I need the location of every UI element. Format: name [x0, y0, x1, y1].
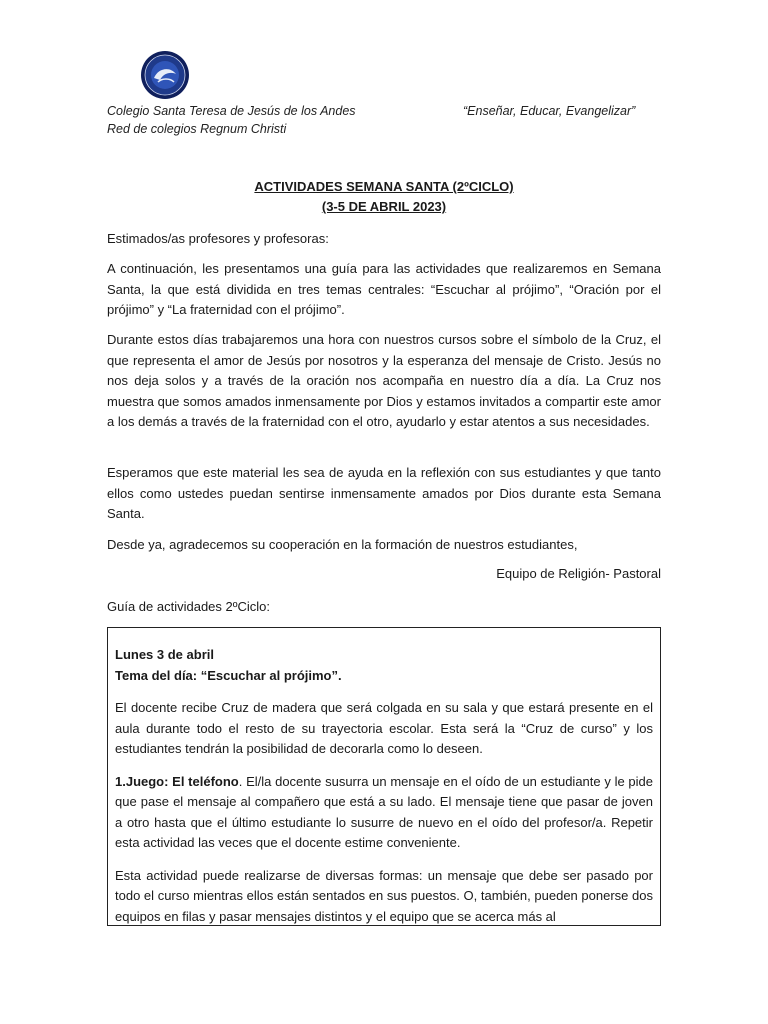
paragraph-hope: Esperamos que este material les sea de ayuda en la reflexión con sus estudiantes y que tanto ellos como ustedes puedan sentirse inmensamente amados por Dios durante esta Semana Santa. — [107, 465, 661, 521]
school-name: Colegio Santa Teresa de Jesús de los Andes — [107, 104, 356, 118]
signature: Equipo de Religión- Pastoral — [496, 566, 661, 581]
activity-intro: El docente recibe Cruz de madera que será colgada en su sala y que estará presente en el aula durante todo el resto de su trayectoria escolar. Esta será la “Cruz de curso” y los estudiantes tendrán la posibilidad de decorarla como lo deseen. — [115, 700, 653, 756]
activity-box — [107, 627, 661, 926]
paragraph-thanks: Desde ya, agradecemos su cooperación en la formación de nuestros estudiantes, — [107, 537, 578, 552]
activity-box-content — [115, 645, 653, 926]
activity-game — [115, 772, 653, 854]
greeting: Estimados/as profesores y profesoras: — [107, 231, 329, 246]
paragraph-cross: Durante estos días trabajaremos una hora con nuestros cursos sobre el símbolo de la Cruz, el que representa el amor de Jesús por nosotros y la esperanza del mensaje de Cristo. Jesús no nos deja solos y a través de la oración nos acompaña en nuestro día a día. La Cruz nos muestra que somos amados inmensamente por Dios y estamos invitados a compartir este amor a los demás a través de la fraternidad con el otro, ayudarlo y estar atentos a sus necesidades. — [107, 332, 661, 429]
school-logo — [140, 50, 190, 100]
game-text: . El/la docente susurra un mensaje en el oído de un estudiante y le pide que pase el mensaje al compañero que está a su lado. El mensaje tiene que pasar de joven a otro hasta que el último estudiante lo susurre de nuevo en el oído del profesor/a. Repetir esta actividad las veces que el docente estime conveniente. — [115, 773, 653, 850]
network-name: Red de colegios Regnum Christi — [107, 122, 287, 136]
paragraph-intro: A continuación, les presentamos una guía para las actividades que realizaremos en Semana Santa, la que está dividida en tres temas centrales: “Escuchar al prójimo”, “Oración por el prójimo” y “La fraternidad con el prójimo”. — [107, 261, 661, 317]
activity-day: Lunes 3 de abril — [115, 647, 214, 662]
document-date: (3-5 DE ABRIL 2023) — [321, 199, 447, 214]
school-motto: “Enseñar, Educar, Evangelizar” — [463, 104, 636, 118]
guide-label: Guía de actividades 2ºCiclo: — [107, 599, 271, 614]
game-title: 1.Juego: El teléfono — [115, 773, 239, 789]
document-title: ACTIVIDADES SEMANA SANTA (2ºCICLO) — [254, 179, 514, 194]
activity-variation: Esta actividad puede realizarse de diversas formas: un mensaje que debe ser pasado por todo el curso mientras ellos están sentados en sus puestos. O, también, pueden ponerse dos equipos en filas y pasar mensajes distintos y el equipo que se acerca más al — [115, 867, 653, 924]
activity-theme: Tema del día: “Escuchar al prójimo”. — [115, 667, 342, 683]
